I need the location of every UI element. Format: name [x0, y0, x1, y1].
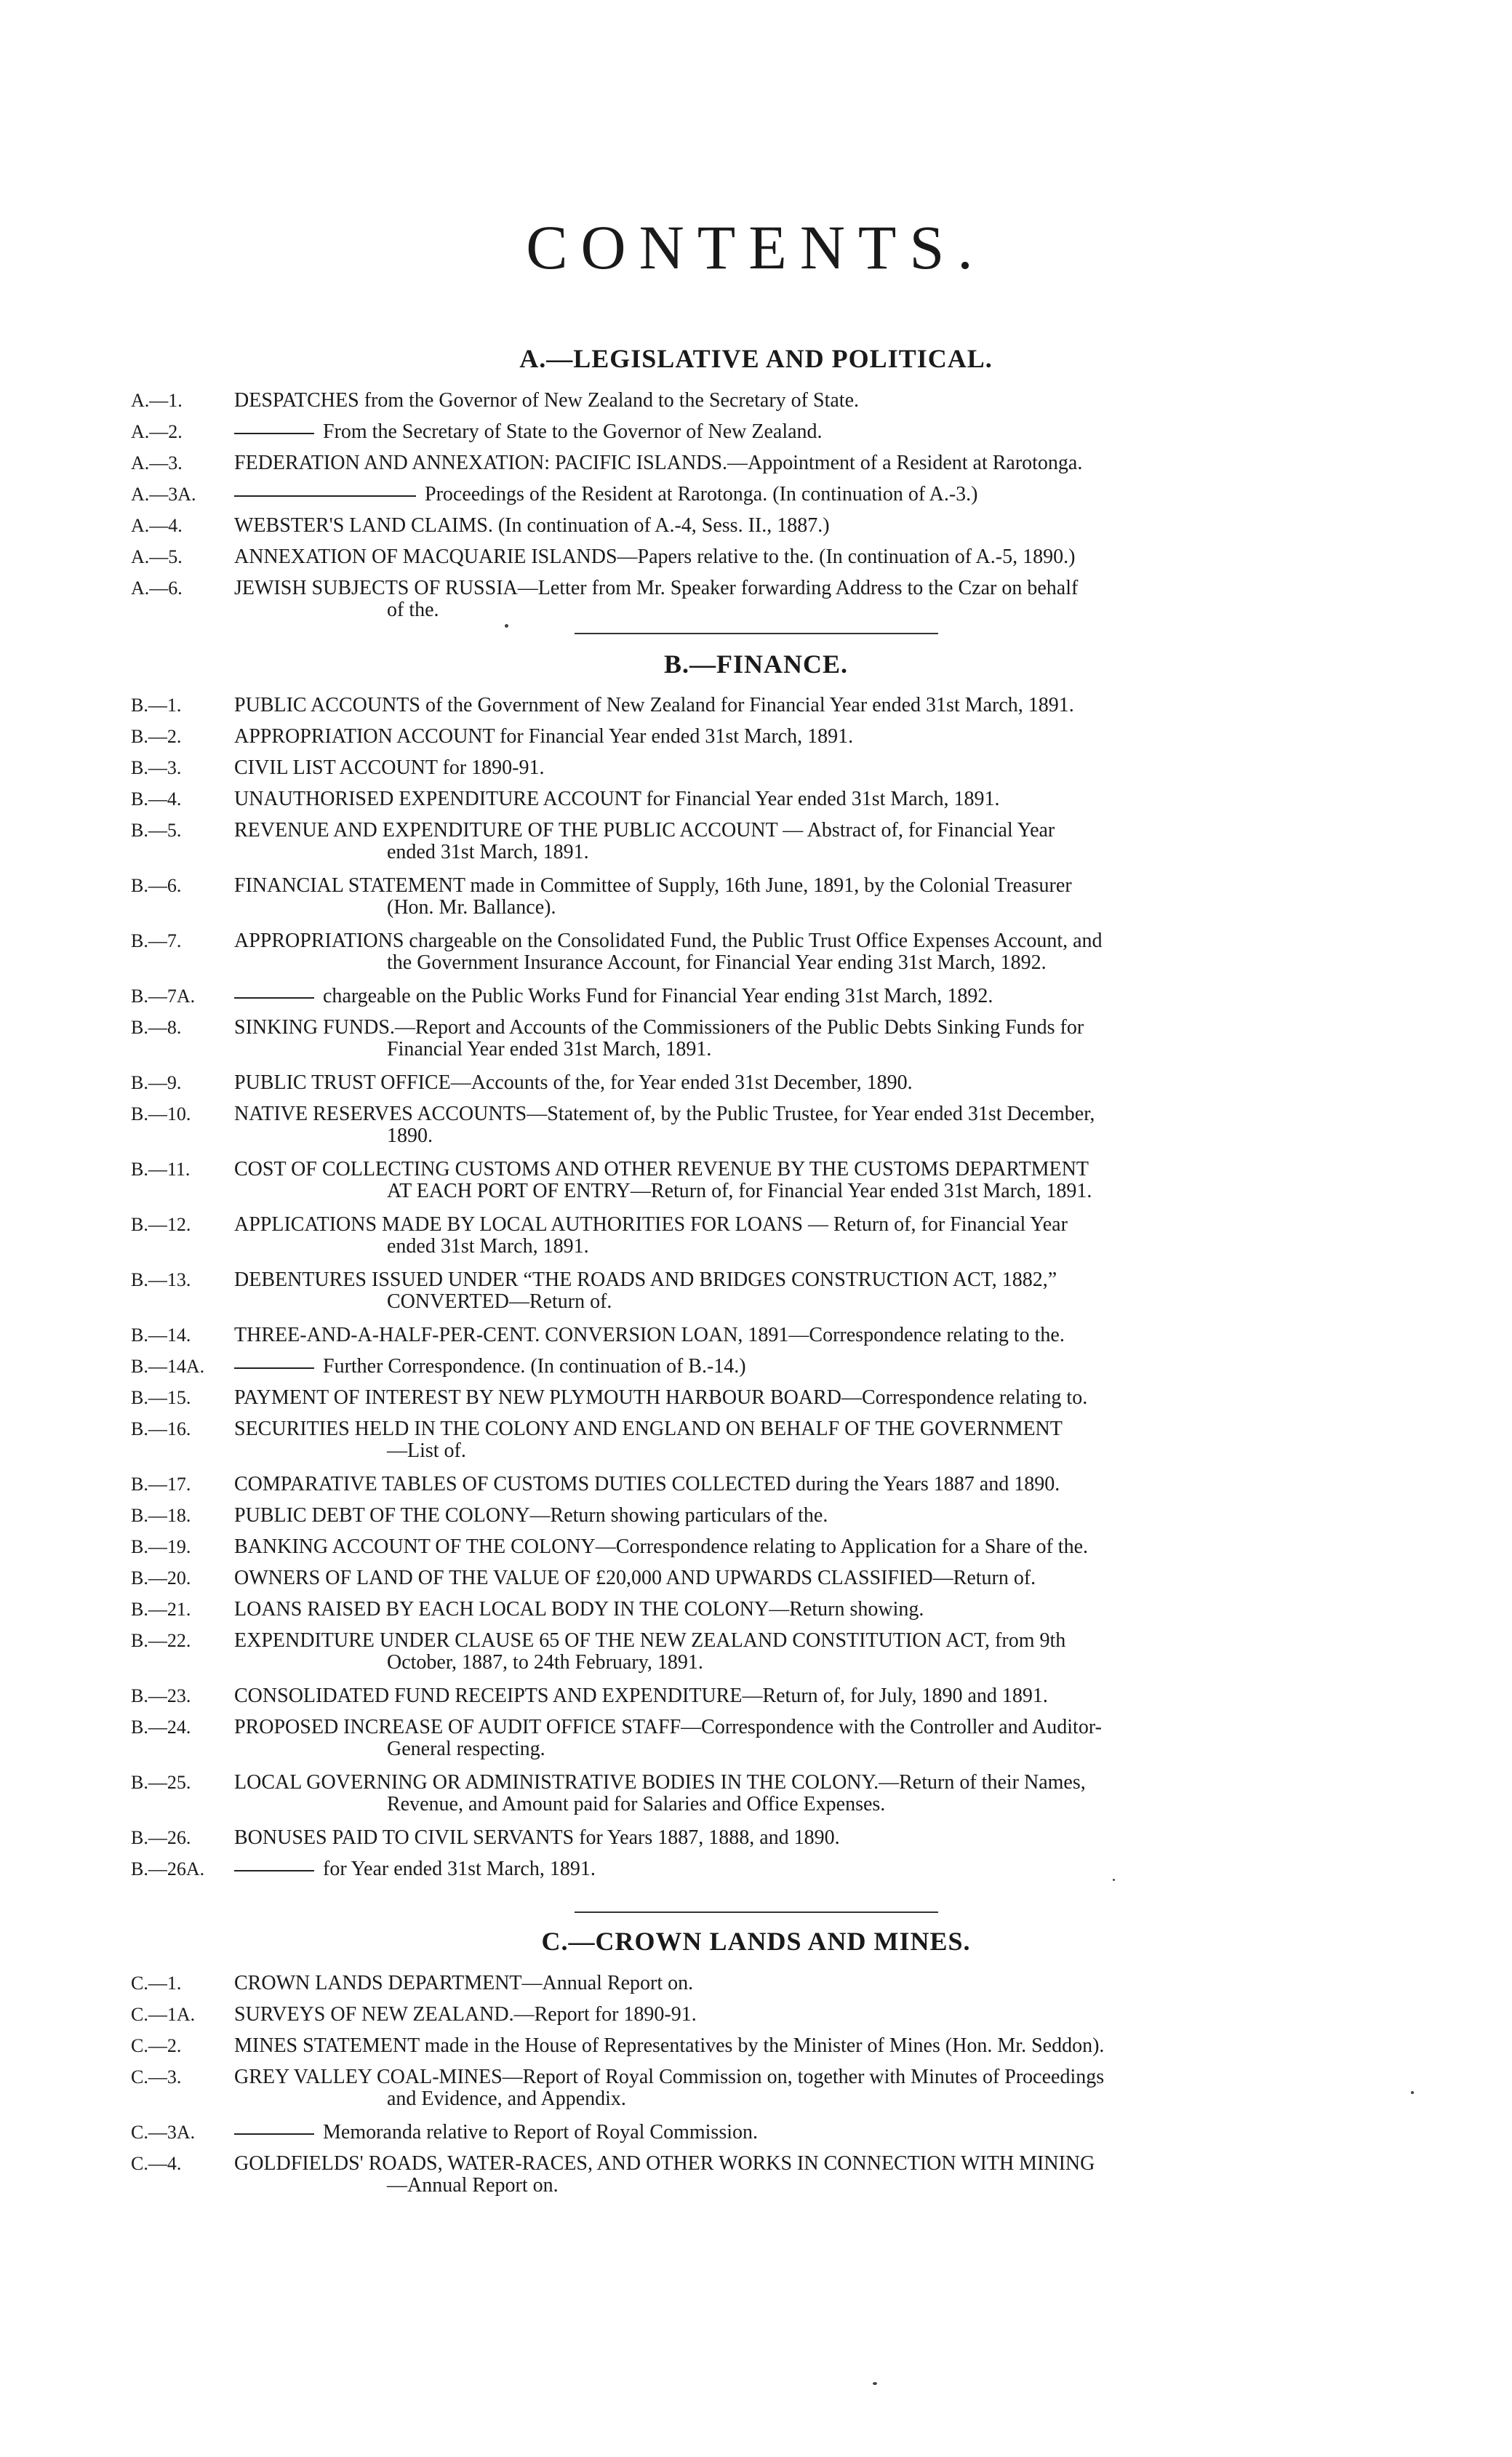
entry-title: APPROPRIATIONS chargeable on the Consolidated Fund, the Public Trust Office Expenses Account, and the Government Insurance Account, for Financial Year ending 31st March, 1892.: [234, 930, 1103, 974]
entry-code: A.—3A.: [131, 484, 196, 505]
entry-title: APPLICATIONS MADE BY LOCAL AUTHORITIES FOR LOANS — Return of, for Financial Year ended 31st March, 1891.: [234, 1213, 1068, 1258]
ditto-rule: [234, 1367, 314, 1369]
entry-code: B.—26A.: [131, 1858, 205, 1879]
entry-title: PUBLIC DEBT OF THE COLONY—Return showing particulars of the.: [234, 1504, 828, 1527]
entry-code: C.—3A.: [131, 2122, 196, 2143]
entry-title: Proceedings of the Resident at Rarotonga. (In continuation of A.-3.): [234, 484, 1391, 506]
entry-title: APPROPRIATION ACCOUNT for Financial Year ended 31st March, 1891.: [234, 725, 854, 748]
print-speck: [505, 624, 508, 628]
entry-code: B.—7A.: [131, 986, 196, 1007]
entry-code: B.—2.: [131, 726, 182, 747]
entry-title: PUBLIC ACCOUNTS of the Government of New Zealand for Financial Year ended 31st March, 1891.: [234, 694, 1074, 716]
entry-title: CONSOLIDATED FUND RECEIPTS AND EXPENDITURE—Return of, for July, 1890 and 1891.: [234, 1685, 1048, 1707]
entry-title: EXPENDITURE UNDER CLAUSE 65 OF THE NEW ZEALAND CONSTITUTION ACT, from 9th October, 1887, to 24th February, 1891.: [234, 1629, 1066, 1674]
section-divider: [575, 633, 938, 634]
entry-title: LOANS RAISED BY EACH LOCAL BODY IN THE COLONY—Return showing.: [234, 1598, 924, 1621]
entry-title: PUBLIC TRUST OFFICE—Accounts of the, for Year ended 31st December, 1890.: [234, 1071, 913, 1094]
entry-title: for Year ended 31st March, 1891.: [234, 1858, 1391, 1880]
section-heading-crown-lands: C.—CROWN LANDS AND MINES.: [541, 1927, 971, 1956]
entry-code: B.—7.: [131, 930, 182, 951]
entry-title: GREY VALLEY COAL-MINES—Report of Royal Commission on, together with Minutes of Proceedings and Evidence, and Appendix.: [234, 2066, 1105, 2110]
entry-code: B.—3.: [131, 757, 182, 778]
entry-code: A.—4.: [131, 515, 183, 536]
entry-title: Memoranda relative to Report of Royal Commission.: [234, 2122, 1391, 2144]
print-speck: [1113, 1879, 1115, 1881]
entry-title: From the Secretary of State to the Governor of New Zealand.: [234, 421, 1391, 443]
entry-code: C.—1.: [131, 1973, 182, 1994]
entry-code: B.—17.: [131, 1474, 191, 1495]
entry-title: Further Correspondence. (In continuation of B.-14.): [234, 1356, 1391, 1378]
entry-title: FEDERATION AND ANNEXATION: PACIFIC ISLANDS.—Appointment of a Resident at Rarotonga.: [234, 452, 1083, 474]
entry-title: GOLDFIELDS' ROADS, WATER-RACES, AND OTHER WORKS IN CONNECTION WITH MINING —Annual Report on.: [234, 2152, 1095, 2197]
entry-code: B.—12.: [131, 1214, 191, 1235]
entry-title: CIVIL LIST ACCOUNT for 1890-91.: [234, 756, 545, 779]
entry-title: FINANCIAL STATEMENT made in Committee of Supply, 16th June, 1891, by the Colonial Treasurer (Hon. Mr. Ballance).: [234, 874, 1072, 919]
print-speck: [1411, 2091, 1414, 2094]
entry-title: REVENUE AND EXPENDITURE OF THE PUBLIC ACCOUNT — Abstract of, for Financial Year ended 31st March, 1891.: [234, 819, 1055, 863]
entry-code: B.—1.: [131, 695, 182, 716]
entry-title: PROPOSED INCREASE OF AUDIT OFFICE STAFF—Correspondence with the Controller and Auditor- General respecting.: [234, 1716, 1102, 1760]
entry-title: CROWN LANDS DEPARTMENT—Annual Report on.: [234, 1972, 694, 1994]
entry-code: B.—9.: [131, 1072, 182, 1093]
entry-title: chargeable on the Public Works Fund for Financial Year ending 31st March, 1892.: [234, 986, 1391, 1007]
page-title: CONTENTS.: [526, 212, 986, 282]
entry-code: B.—24.: [131, 1717, 191, 1738]
entry-code: B.—4.: [131, 788, 182, 810]
entry-title: BANKING ACCOUNT OF THE COLONY—Correspondence relating to Application for a Share of the.: [234, 1535, 1089, 1558]
entry-code: A.—5.: [131, 546, 183, 567]
entry-code: B.—14.: [131, 1325, 191, 1346]
entry-code: A.—6.: [131, 578, 183, 599]
entry-code: B.—23.: [131, 1685, 191, 1706]
entry-code: C.—4.: [131, 2153, 182, 2174]
entry-code: B.—8.: [131, 1017, 182, 1038]
entry-title: DEBENTURES ISSUED UNDER “THE ROADS AND BRIDGES CONSTRUCTION ACT, 1882,” CONVERTED—Return of.: [234, 1269, 1057, 1313]
entry-title: SINKING FUNDS.—Report and Accounts of the Commissioners of the Public Debts Sinking Funds for Financial Year ended 31st March, 1891.: [234, 1016, 1084, 1060]
entry-code: B.—20.: [131, 1567, 191, 1589]
entry-code: A.—3.: [131, 452, 183, 474]
entry-title: WEBSTER'S LAND CLAIMS. (In continuation of A.-4, Sess. II., 1887.): [234, 514, 830, 537]
entry-code: A.—1.: [131, 390, 183, 411]
ditto-rule: [234, 997, 314, 999]
entry-title: MINES STATEMENT made in the House of Representatives by the Minister of Mines (Hon. Mr. Seddon).: [234, 2034, 1105, 2057]
ditto-rule: [234, 495, 416, 497]
entry-code: C.—3.: [131, 2066, 182, 2088]
entry-title: LOCAL GOVERNING OR ADMINISTRATIVE BODIES IN THE COLONY.—Return of their Names, Revenue, and Amount paid for Salaries and Office Expenses.: [234, 1771, 1086, 1815]
ditto-rule: [234, 1870, 314, 1871]
entry-title: OWNERS OF LAND OF THE VALUE OF £20,000 AND UPWARDS CLASSIFIED—Return of.: [234, 1567, 1036, 1589]
entry-title: DESPATCHES from the Governor of New Zealand to the Secretary of State.: [234, 389, 859, 412]
entry-title: BONUSES PAID TO CIVIL SERVANTS for Years 1887, 1888, and 1890.: [234, 1826, 840, 1849]
entry-title: SECURITIES HELD IN THE COLONY AND ENGLAND ON BEHALF OF THE GOVERNMENT —List of.: [234, 1418, 1063, 1462]
entry-code: B.—5.: [131, 820, 182, 841]
entry-code: B.—16.: [131, 1418, 191, 1439]
print-speck: [873, 2382, 877, 2385]
ditto-rule: [234, 433, 314, 434]
entry-code: B.—25.: [131, 1772, 191, 1793]
entry-code: C.—2.: [131, 2035, 182, 2056]
entry-title: THREE-AND-A-HALF-PER-CENT. CONVERSION LOAN, 1891—Correspondence relating to the.: [234, 1324, 1065, 1346]
entry-code: B.—14A.: [131, 1356, 205, 1377]
entry-title: ANNEXATION OF MACQUARIE ISLANDS—Papers relative to the. (In continuation of A.-5, 1890.): [234, 546, 1076, 568]
entry-title: JEWISH SUBJECTS OF RUSSIA—Letter from Mr. Speaker forwarding Address to the Czar on behalf of the.: [234, 577, 1079, 621]
entry-code: B.—11.: [131, 1159, 191, 1180]
entry-code: B.—15.: [131, 1387, 191, 1408]
entry-code: B.—22.: [131, 1630, 191, 1651]
entry-code: A.—2.: [131, 421, 183, 442]
entry-code: B.—18.: [131, 1505, 191, 1526]
entry-code: C.—1A.: [131, 2004, 196, 2025]
entry-title: UNAUTHORISED EXPENDITURE ACCOUNT for Financial Year ended 31st March, 1891.: [234, 788, 1000, 810]
entry-code: B.—26.: [131, 1827, 191, 1848]
entry-title: COMPARATIVE TABLES OF CUSTOMS DUTIES COLLECTED during the Years 1887 and 1890.: [234, 1473, 1060, 1495]
entry-title: SURVEYS OF NEW ZEALAND.—Report for 1890-91.: [234, 2003, 697, 2026]
entry-title: PAYMENT OF INTEREST BY NEW PLYMOUTH HARBOUR BOARD—Correspondence relating to.: [234, 1386, 1088, 1409]
entry-code: B.—13.: [131, 1269, 191, 1290]
entry-code: B.—6.: [131, 875, 182, 896]
entry-code: B.—21.: [131, 1599, 191, 1620]
section-divider: [575, 1911, 938, 1913]
ditto-rule: [234, 2133, 314, 2135]
entry-title: COST OF COLLECTING CUSTOMS AND OTHER REVENUE BY THE CUSTOMS DEPARTMENT AT EACH PORT OF ENTRY—Return of, for Financial Year ended 31st March, 1891.: [234, 1158, 1092, 1202]
section-heading-finance: B.—FINANCE.: [663, 650, 848, 679]
entry-code: B.—10.: [131, 1103, 191, 1124]
entry-title: NATIVE RESERVES ACCOUNTS—Statement of, by the Public Trustee, for Year ended 31st December, 1890.: [234, 1103, 1095, 1147]
entry-code: B.—19.: [131, 1536, 191, 1557]
section-heading-legislative: A.—LEGISLATIVE AND POLITICAL.: [519, 344, 993, 373]
